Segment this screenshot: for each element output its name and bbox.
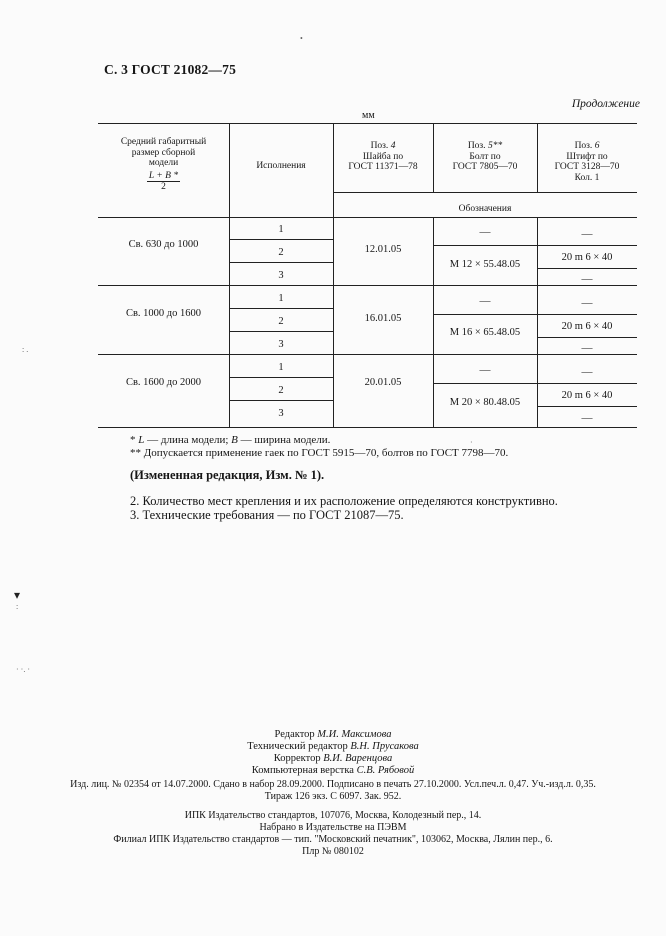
col-header-pos4: Поз. 4 Шайба по ГОСТ 11371—78 (348, 141, 418, 172)
variant-number: 3 (278, 339, 284, 350)
variant-number: 2 (278, 247, 284, 258)
variant-number: 1 (278, 224, 284, 235)
size-formula: $\frac{L + B *}{2}$ (148, 170, 179, 192)
bolt-designation: M 12 × 55.48.05 (449, 259, 521, 270)
variant-number: 3 (278, 408, 284, 419)
variant-number: 2 (278, 385, 284, 396)
size-range: Св. 630 до 1000 (128, 239, 199, 250)
bolt-designation: — (479, 364, 491, 376)
bolt-designation: M 20 × 80.48.05 (449, 397, 521, 408)
pin-designation: 20 m 6 × 40 (561, 390, 613, 401)
continuation-label: Продолжение (571, 98, 640, 110)
pin-designation: — (581, 342, 593, 354)
pin-designation: 20 m 6 × 40 (561, 321, 613, 332)
imprint-print-run: Тираж 126 экз. С 6097. Зак. 952. (264, 791, 402, 802)
pin-designation: — (581, 366, 593, 378)
amendment-note: (Измененная редакция, Изм. № 1). (130, 468, 325, 482)
units-label: мм (362, 110, 375, 121)
paragraph-3: 3. Технические требования — по ГОСТ 21087—75. (130, 508, 404, 522)
col-header-variants: Исполнения (256, 161, 306, 171)
imprint-license: Изд. лиц. № 02354 от 14.07.2000. Сдано в набор 28.09.2000. Подписано в печать 27.10.2000. Усл.печ.л. 0,47. Уч.-изд.л. 0,35. (70, 779, 596, 790)
scan-speck: : . (22, 345, 29, 354)
bolt-designation: M 16 × 65.48.05 (449, 327, 521, 338)
variant-number: 2 (278, 316, 284, 327)
imprint-plr: Плр № 080102 (302, 846, 364, 857)
col-header-pos6: Поз. 6 Штифт по ГОСТ 3128—70 Кол. 1 (554, 141, 620, 183)
footnote-2: ** Допускается применение гаек по ГОСТ 5915—70, болтов по ГОСТ 7798—70. (130, 447, 509, 459)
variant-number: 1 (278, 293, 284, 304)
variant-number: 1 (278, 362, 284, 373)
pin-designation: — (581, 273, 593, 285)
imprint-proofreader: Корректор В.И. Варенцова (273, 753, 393, 764)
size-range: Св. 1000 до 1600 (125, 308, 202, 319)
bolt-designation: — (479, 295, 491, 307)
imprint-printer: Филиал ИПК Издательство стандартов — тип. "Московский печатник", 103062, Москва, Лялин пер., 6. (113, 834, 553, 845)
washer-designation: 12.01.05 (364, 244, 402, 255)
scan-speck: ▾ (14, 588, 21, 602)
designations-header: Обозначения (458, 204, 512, 214)
scan-speck: · (470, 438, 473, 447)
washer-designation: 20.01.05 (364, 377, 402, 388)
imprint-tech-editor: Технический редактор В.Н. Прусакова (247, 741, 419, 752)
variant-number: 3 (278, 270, 284, 281)
scan-speck: • (300, 34, 303, 43)
imprint-typeset: Набрано в Издательстве на ПЭВМ (259, 822, 407, 833)
washer-designation: 16.01.05 (364, 313, 402, 324)
pin-designation: — (581, 297, 593, 309)
col-header-size: Средний габаритный размер сборной модели $\frac{L + B *}{2}$ (120, 137, 207, 192)
page-header: С. 3 ГОСТ 21082—75 (104, 62, 237, 77)
size-range: Св. 1600 до 2000 (125, 377, 202, 388)
pin-designation: 20 m 6 × 40 (561, 252, 613, 263)
col-header-pos5: Поз. 5** Болт по ГОСТ 7805—70 (452, 141, 518, 172)
footnote-1: * L — длина модели; B — ширина модели. (130, 434, 331, 446)
paragraph-2: 2. Количество мест крепления и их расположение определяются конструктивно. (130, 494, 558, 508)
pin-designation: — (581, 412, 593, 424)
scan-speck: : (16, 602, 19, 611)
pin-designation: — (581, 228, 593, 240)
imprint-publisher: ИПК Издательство стандартов, 107076, Москва, Колодезный пер., 14. (184, 810, 482, 821)
scan-speck: · ·. · (16, 665, 30, 674)
bolt-designation: — (479, 226, 491, 238)
imprint-layout: Компьютерная верстка С.В. Рябовой (251, 765, 415, 776)
imprint-editor: Редактор М.И. Максимова (274, 729, 392, 740)
